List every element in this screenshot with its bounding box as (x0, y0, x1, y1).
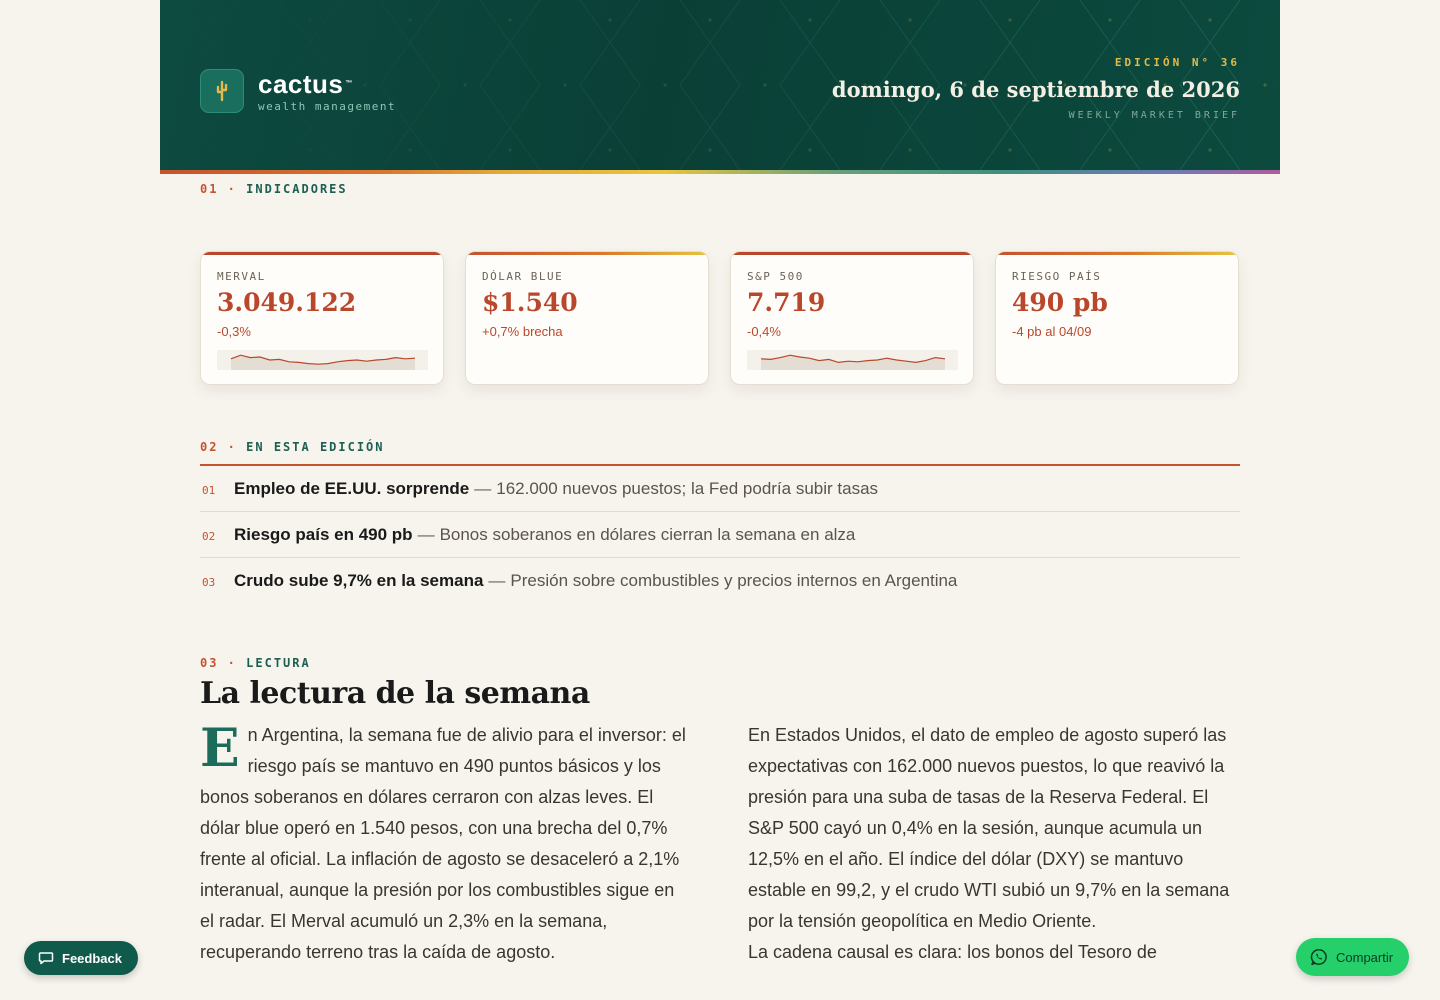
edition-number: EDICIÓN N° 36 (1114, 56, 1240, 69)
indicator-label: RIESGO PAÍS (1012, 270, 1102, 283)
section-lectura-label: 03 · LECTURA (200, 656, 311, 670)
indicator-value: 3.049.122 (217, 288, 357, 317)
indicator-delta: -4 pb al 04/09 (1012, 324, 1092, 339)
section-indicadores-label: 01 · INDICADORES (200, 182, 348, 196)
sparkline (747, 350, 958, 370)
edition-item[interactable]: 02 Riesgo país en 490 pb — Bonos soberanos en dólares cierran la semana en alza (200, 512, 1240, 558)
share-label: Compartir (1336, 949, 1394, 965)
indicator-cards (200, 251, 1239, 385)
feedback-button[interactable] (24, 941, 138, 975)
indicator-card-sp500[interactable] (730, 251, 974, 385)
indicator-value: 490 pb (1012, 288, 1108, 317)
item-description: Presión sobre combustibles y precios internos en Argentina (510, 570, 958, 590)
rainbow-divider (160, 170, 1280, 174)
indicator-card-dolar-blue[interactable] (465, 251, 709, 385)
lectura-title: La lectura de la semana (200, 676, 590, 711)
indicator-delta: -0,3% (217, 324, 251, 339)
feedback-label: Feedback (62, 950, 122, 966)
brand-name: cactus ™ (258, 68, 353, 99)
sparkline (217, 350, 428, 370)
indicator-delta: +0,7% brecha (482, 324, 563, 339)
indicator-label: S&P 500 (747, 270, 804, 283)
indicator-card-merval[interactable] (200, 251, 444, 385)
item-description: 162.000 nuevos puestos; la Fed podría subir tasas (496, 478, 879, 498)
newsletter-page (160, 0, 1280, 962)
edition-info (832, 56, 1240, 121)
chat-bubble-icon (38, 950, 54, 966)
item-number: 03 (202, 576, 216, 589)
item-title: Crudo sube 9,7% en la semana (234, 570, 484, 590)
drop-cap: E (200, 718, 240, 779)
section-edicion-label: 02 · EN ESTA EDICIÓN (200, 440, 385, 454)
paragraph: La cadena causal es clara: los bonos del Tesoro de (748, 942, 1157, 962)
indicator-delta: -0,4% (747, 324, 781, 339)
paragraph: n Argentina, la semana fue de alivio para el inversor: el riesgo país se mantuvo en 490 puntos básicos y los bonos soberanos en dólares cerraron con alzas leves. El dólar blue operó en 1.540 pesos, con una brecha del 0,7% frente al oficial. La inflación de agosto se desaceleró a 2,1% interanual, aunque la presión por los combustibles sigue en el radar. El Merval acumuló un 2,3% en la semana, recuperando terreno tras la caída de agosto. (200, 725, 686, 962)
paragraph: En Estados Unidos, el dato de empleo de agosto superó las expectativas con 162.000 nuevos puestos, lo que reavivó la presión para una suba de tasas de la Reserva Federal. El S&P 500 cayó un 0,4% en la sesión, aunque acumula un 12,5% en el año. El índice del dólar (DXY) se mantuvo estable en 99,2, y el crudo WTI subió un 9,7% en la semana por la tensión geopolítica en Medio Oriente. (748, 725, 1230, 931)
brief-label: WEEKLY MARKET BRIEF (1068, 110, 1240, 121)
brand-subtitle: wealth management (258, 99, 397, 113)
edition-item[interactable]: 01 Empleo de EE.UU. sorprende — 162.000 nuevos puestos; la Fed podría subir tasas (200, 466, 1240, 512)
lectura-column-right (748, 720, 1240, 968)
whatsapp-icon (1310, 948, 1328, 966)
cactus-icon (200, 69, 244, 113)
lectura-column-left (200, 720, 692, 968)
edition-list (200, 466, 1240, 603)
indicator-label: DÓLAR BLUE (482, 270, 564, 283)
indicator-value: $1.540 (482, 288, 578, 317)
masthead (160, 0, 1280, 170)
item-number: 01 (202, 484, 216, 497)
brand[interactable] (200, 69, 396, 113)
issue-date: domingo, 6 de septiembre de 2026 (831, 77, 1240, 102)
item-title: Empleo de EE.UU. sorprende (234, 478, 470, 498)
indicator-value: 7.719 (747, 288, 826, 317)
indicator-card-riesgo-pais[interactable] (995, 251, 1239, 385)
item-title: Riesgo país en 490 pb (234, 524, 413, 544)
edition-item[interactable]: 03 Crudo sube 9,7% en la semana — Presión sobre combustibles y precios internos en Argentina (202, 570, 958, 590)
item-description: Bonos soberanos en dólares cierran la semana en alza (439, 524, 856, 544)
indicator-label: MERVAL (217, 270, 266, 283)
share-button[interactable] (1296, 938, 1409, 976)
item-number: 02 (202, 530, 216, 543)
